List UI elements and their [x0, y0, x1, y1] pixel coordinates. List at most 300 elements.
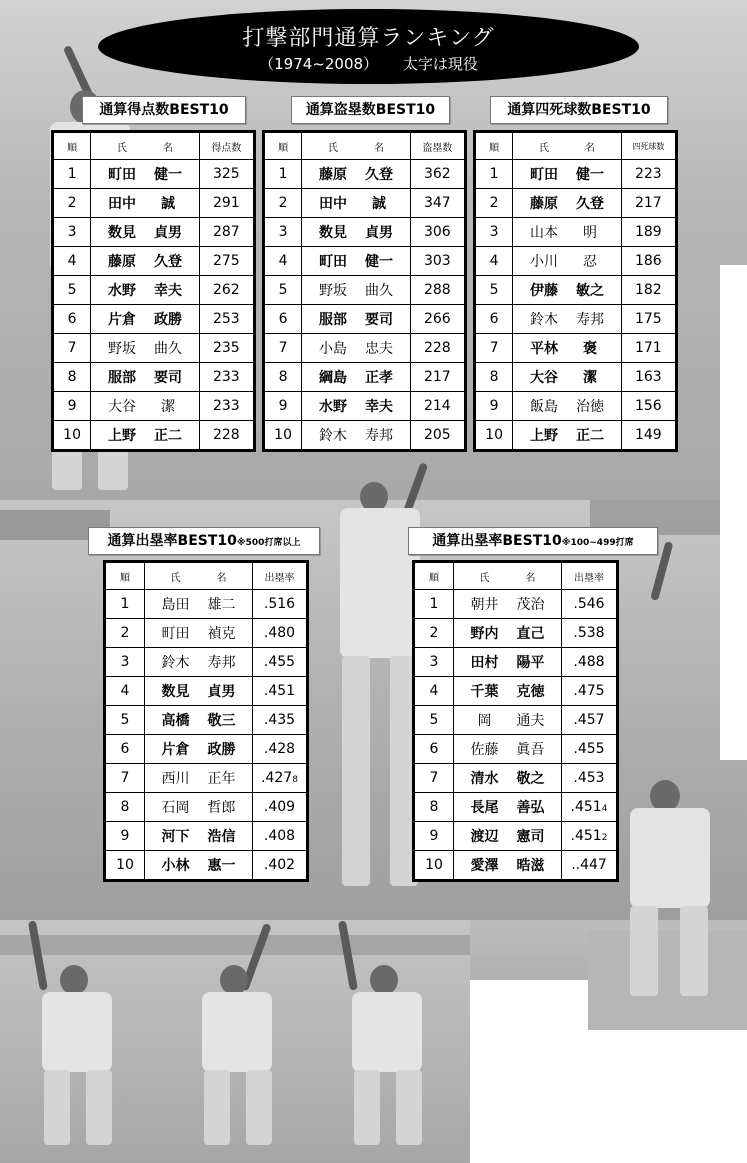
player-name-cell	[302, 275, 411, 304]
stat-value-cell	[253, 821, 308, 850]
stat-value-cell	[621, 391, 676, 420]
stat-value: 291	[212, 194, 240, 211]
header-rank: 順	[475, 132, 513, 160]
table-obp-100	[412, 560, 619, 882]
table-row	[105, 763, 308, 792]
rank-cell: 6	[475, 304, 513, 333]
player-given-name: 憲司	[516, 828, 545, 845]
header-name-given: 名	[373, 142, 384, 154]
header-name	[145, 562, 253, 590]
player-name-cell	[454, 705, 562, 734]
stat-value: 189	[634, 223, 662, 240]
stat-value-cell	[621, 420, 676, 450]
stat-value-cell	[199, 362, 254, 391]
table-row	[475, 188, 677, 217]
stat-value: 275	[212, 252, 240, 269]
table-header-row	[264, 132, 466, 160]
player-family-name: 片倉	[107, 311, 136, 328]
header-name-family: 氏	[327, 142, 338, 154]
stat-value: 233	[212, 397, 240, 414]
player-given-name: 晧滋	[516, 857, 545, 874]
player-name-cell	[513, 391, 622, 420]
player-given-name: 雄二	[207, 596, 236, 613]
stat-value: .457	[573, 711, 605, 728]
player-family-name: 鈴木	[529, 311, 558, 328]
player-given-name: 幸夫	[364, 398, 393, 415]
player-given-name: 善弘	[516, 799, 545, 816]
header-rank: 順	[414, 562, 454, 590]
rank-cell: 1	[264, 160, 302, 189]
stat-value: ..447	[571, 856, 607, 873]
rank-cell: 6	[414, 734, 454, 763]
player-given-name: 明	[582, 224, 597, 241]
player-name-cell	[454, 734, 562, 763]
player-name-cell	[145, 734, 253, 763]
player-given-name: 忍	[582, 253, 597, 270]
table-row	[475, 362, 677, 391]
player-name-cell	[513, 188, 622, 217]
table-row	[105, 647, 308, 676]
stat-value: .538	[573, 624, 605, 641]
rank-cell: 3	[264, 217, 302, 246]
rank-cell: 4	[264, 246, 302, 275]
player-name-cell	[513, 160, 622, 189]
stat-value: .480	[263, 624, 296, 641]
stat-value-cell	[253, 705, 308, 734]
player-name-cell	[145, 850, 253, 880]
label-walks	[490, 96, 668, 124]
stat-value: .475	[573, 682, 605, 699]
stat-value: .428	[263, 740, 296, 757]
header-name-family: 氏	[538, 142, 549, 154]
player-given-name: 誠	[160, 195, 175, 212]
stat-value: .453	[573, 769, 605, 786]
rank-cell: 3	[475, 217, 513, 246]
rank-cell: 8	[414, 792, 454, 821]
stat-value-cell	[562, 676, 618, 705]
stat-value-cell	[562, 705, 618, 734]
stat-value: 205	[423, 426, 451, 443]
player-name-cell	[145, 590, 253, 619]
stat-value-cell	[621, 246, 676, 275]
table-row	[264, 246, 466, 275]
table-header-row	[475, 132, 677, 160]
rank-cell: 10	[264, 420, 302, 450]
player-given-name: 曲久	[364, 282, 393, 299]
stat-value: .488	[573, 653, 605, 670]
player-name-cell	[91, 275, 200, 304]
table-row	[105, 821, 308, 850]
player-given-name: 貞男	[153, 224, 182, 241]
header-stat: 出塁率	[253, 562, 308, 590]
player-given-name: 政勝	[153, 311, 182, 328]
rank-cell: 7	[105, 763, 145, 792]
player-family-name: 藤原	[107, 253, 136, 270]
player-name-cell	[454, 590, 562, 619]
player-family-name: 藤原	[318, 166, 347, 183]
table-row	[475, 246, 677, 275]
player-given-name: 陽平	[516, 654, 545, 671]
table-row	[53, 420, 255, 450]
stat-value-cell	[562, 792, 618, 821]
player-given-name: 誠	[371, 195, 386, 212]
table-row	[414, 734, 618, 763]
table-row	[264, 160, 466, 189]
stat-value-cell	[562, 850, 618, 880]
player-name-cell	[513, 362, 622, 391]
rank-cell: 9	[105, 821, 145, 850]
stat-value-cell	[410, 333, 465, 362]
rank-cell: 6	[264, 304, 302, 333]
table-row	[53, 333, 255, 362]
stat-value: 233	[212, 368, 240, 385]
label-obp-100-text: 通算出塁率BEST10	[432, 533, 562, 549]
header-stat: 得点数	[199, 132, 254, 160]
header-name	[454, 562, 562, 590]
stat-value: .451	[570, 798, 602, 815]
rank-cell: 5	[53, 275, 91, 304]
player-family-name: 西川	[161, 770, 190, 787]
label-obp-100-note: ※100~499打席	[561, 538, 634, 548]
rank-cell: 4	[53, 246, 91, 275]
player-name-cell	[513, 420, 622, 450]
stat-value-cell	[253, 734, 308, 763]
page-title: 打撃部門通算ランキング	[242, 26, 495, 51]
stat-value: .408	[263, 827, 296, 844]
player-family-name: 藤原	[529, 195, 558, 212]
rank-cell: 6	[53, 304, 91, 333]
player-family-name: 高橋	[161, 712, 190, 729]
table-row	[414, 821, 618, 850]
label-runs-text: 通算得点数BEST10	[99, 102, 229, 118]
player-given-name: 敏之	[575, 282, 604, 299]
player-name-cell	[454, 676, 562, 705]
rank-cell: 3	[105, 647, 145, 676]
stat-value-cell	[410, 304, 465, 333]
stat-value-cell	[621, 304, 676, 333]
stat-value: 171	[634, 339, 662, 356]
rank-cell: 1	[414, 590, 454, 619]
table-row	[264, 391, 466, 420]
table-row	[475, 420, 677, 450]
player-family-name: 小島	[318, 340, 347, 357]
rank-cell: 5	[105, 705, 145, 734]
rank-cell: 4	[475, 246, 513, 275]
stat-value: .427	[261, 769, 293, 786]
stat-value: .455	[263, 653, 296, 670]
player-name-cell	[91, 188, 200, 217]
stat-value: 262	[212, 281, 240, 298]
stat-value: 217	[634, 194, 662, 211]
table-row	[264, 420, 466, 450]
stat-value: 186	[634, 252, 662, 269]
table-row	[475, 275, 677, 304]
rank-cell: 10	[414, 850, 454, 880]
header-name-given: 名	[584, 142, 595, 154]
table-row	[105, 590, 308, 619]
player-family-name: 数見	[107, 224, 136, 241]
player-name-cell	[513, 304, 622, 333]
rank-cell: 10	[475, 420, 513, 450]
rank-cell: 1	[53, 160, 91, 189]
stat-value-cell	[621, 333, 676, 362]
table-row	[414, 763, 618, 792]
player-family-name: 河下	[161, 828, 190, 845]
player-family-name: 野坂	[107, 340, 136, 357]
rank-cell: 2	[264, 188, 302, 217]
player-name-cell	[454, 792, 562, 821]
rank-cell: 7	[414, 763, 454, 792]
player-family-name: 飯島	[529, 398, 558, 415]
stat-value-cell	[199, 420, 254, 450]
rank-cell: 4	[105, 676, 145, 705]
rank-cell: 9	[475, 391, 513, 420]
stat-value-cell	[621, 188, 676, 217]
stat-value-cell	[562, 590, 618, 619]
player-name-cell	[302, 304, 411, 333]
header-stat: 四死球数	[621, 132, 676, 160]
stat-value: 156	[634, 397, 662, 414]
table-row	[264, 333, 466, 362]
table-row	[414, 705, 618, 734]
player-given-name: 敬之	[516, 770, 545, 787]
table-row	[105, 705, 308, 734]
player-family-name: 数見	[318, 224, 347, 241]
stat-value-cell	[562, 763, 618, 792]
stat-value: 163	[634, 368, 662, 385]
stat-value-cell	[253, 676, 308, 705]
table-row	[264, 217, 466, 246]
table-row	[53, 304, 255, 333]
player-name-cell	[145, 763, 253, 792]
table-row	[105, 676, 308, 705]
player-given-name: 久登	[153, 253, 182, 270]
label-obp-500-text: 通算出塁率BEST10	[107, 533, 237, 549]
rank-cell: 5	[264, 275, 302, 304]
table-row	[53, 160, 255, 189]
player-given-name: 茂治	[516, 596, 545, 613]
table-row	[414, 647, 618, 676]
player-name-cell	[513, 217, 622, 246]
stat-value-cell	[253, 590, 308, 619]
rank-cell: 9	[264, 391, 302, 420]
player-family-name: 水野	[107, 282, 136, 299]
rank-cell: 2	[53, 188, 91, 217]
header-rank: 順	[264, 132, 302, 160]
stat-value: .451	[263, 682, 296, 699]
player-given-name: 健一	[153, 166, 182, 183]
player-name-cell	[454, 647, 562, 676]
player-name-cell	[91, 362, 200, 391]
player-given-name: 貞男	[207, 683, 236, 700]
player-name-cell	[302, 391, 411, 420]
stat-value-cell	[562, 647, 618, 676]
subtitle-years: （1974~2008）	[259, 55, 379, 73]
player-given-name: 克徳	[516, 683, 545, 700]
table-walks	[473, 130, 678, 452]
table-row	[264, 275, 466, 304]
player-given-name: 曲久	[153, 340, 182, 357]
stat-value: 347	[423, 194, 451, 211]
header-name-given: 名	[525, 572, 536, 584]
player-given-name: 通夫	[516, 712, 545, 729]
player-name-cell	[91, 160, 200, 189]
player-name-cell	[513, 333, 622, 362]
header-stat: 出塁率	[562, 562, 618, 590]
stat-value-cell	[199, 391, 254, 420]
player-family-name: 清水	[470, 770, 499, 787]
stat-value-extra-digit: 4	[601, 803, 608, 814]
player-family-name: 町田	[318, 253, 347, 270]
subtitle-note: 太字は現役	[402, 55, 478, 73]
stat-value-cell	[621, 217, 676, 246]
player-family-name: 朝井	[470, 596, 499, 613]
table-row	[53, 275, 255, 304]
stat-value: 175	[634, 310, 662, 327]
player-name-cell	[302, 188, 411, 217]
player-family-name: 数見	[161, 683, 190, 700]
player-name-cell	[91, 246, 200, 275]
rank-cell: 6	[105, 734, 145, 763]
player-family-name: 千葉	[470, 683, 499, 700]
stat-value-cell	[621, 275, 676, 304]
player-name-cell	[145, 705, 253, 734]
rank-cell: 8	[105, 792, 145, 821]
stat-value-extra-digit: 2	[601, 832, 608, 843]
stat-value: .455	[573, 740, 605, 757]
player-given-name: 忠夫	[364, 340, 393, 357]
table-row	[475, 391, 677, 420]
stat-value: 325	[212, 165, 240, 182]
table-steals	[262, 130, 467, 452]
table-row	[414, 590, 618, 619]
player-given-name: 正二	[575, 427, 604, 444]
rank-cell: 5	[475, 275, 513, 304]
player-given-name: 健一	[364, 253, 393, 270]
stat-value: 362	[423, 165, 451, 182]
player-name-cell	[454, 850, 562, 880]
label-steals	[291, 96, 450, 124]
player-given-name: 正孝	[364, 369, 393, 386]
rank-cell: 2	[105, 618, 145, 647]
player-family-name: 伊藤	[529, 282, 558, 299]
header-name-given: 名	[216, 572, 227, 584]
player-given-name: 潔	[160, 398, 175, 415]
title-banner	[98, 9, 639, 84]
table-row	[264, 304, 466, 333]
stat-value-cell	[199, 275, 254, 304]
label-obp-100	[408, 527, 658, 555]
player-given-name: 敬三	[207, 712, 236, 729]
stat-value: 149	[634, 426, 662, 443]
player-name-cell	[302, 160, 411, 189]
header-rank: 順	[105, 562, 145, 590]
player-given-name: 要司	[153, 369, 182, 386]
player-family-name: 岡	[477, 712, 492, 729]
stat-value-cell	[621, 160, 676, 189]
rank-cell: 10	[53, 420, 91, 450]
player-given-name: 正二	[153, 427, 182, 444]
rank-cell: 8	[53, 362, 91, 391]
header-name-given: 名	[162, 142, 173, 154]
player-given-name: 寿邦	[364, 427, 393, 444]
stat-value-cell	[410, 246, 465, 275]
stat-value-cell	[253, 792, 308, 821]
rank-cell: 2	[475, 188, 513, 217]
table-row	[53, 362, 255, 391]
rank-cell: 3	[414, 647, 454, 676]
header-name-family: 氏	[479, 572, 490, 584]
table-row	[105, 618, 308, 647]
table-header-row	[53, 132, 255, 160]
stat-value-cell	[410, 160, 465, 189]
player-family-name: 渡辺	[470, 828, 499, 845]
table-row	[53, 391, 255, 420]
stat-value-cell	[199, 333, 254, 362]
stat-value-cell	[253, 618, 308, 647]
player-name-cell	[145, 792, 253, 821]
header-name-family: 氏	[116, 142, 127, 154]
player-given-name: 禎克	[207, 625, 236, 642]
player-given-name: 潔	[582, 369, 597, 386]
table-obp-500	[103, 560, 309, 882]
table-row	[414, 676, 618, 705]
player-name-cell	[513, 246, 622, 275]
rank-cell: 1	[475, 160, 513, 189]
table-runs	[51, 130, 256, 452]
player-family-name: 平林	[529, 340, 558, 357]
table-row	[475, 333, 677, 362]
header-stat: 盗塁数	[410, 132, 465, 160]
stat-value-cell	[621, 362, 676, 391]
player-family-name: 服部	[318, 311, 347, 328]
player-family-name: 小林	[161, 857, 190, 874]
header-name-family: 氏	[170, 572, 181, 584]
stat-value-cell	[562, 821, 618, 850]
stat-value: 287	[212, 223, 240, 240]
rank-cell: 8	[264, 362, 302, 391]
stat-value: 253	[212, 310, 240, 327]
player-given-name: 褒	[582, 340, 597, 357]
table-row	[264, 362, 466, 391]
rank-cell: 7	[475, 333, 513, 362]
stat-value: 266	[423, 310, 451, 327]
stat-value: 223	[634, 165, 662, 182]
player-family-name: 町田	[161, 625, 190, 642]
stat-value: 235	[212, 339, 240, 356]
player-name-cell	[145, 821, 253, 850]
player-name-cell	[145, 647, 253, 676]
player-name-cell	[145, 676, 253, 705]
table-row	[105, 850, 308, 880]
stat-value: .546	[573, 595, 605, 612]
player-name-cell	[513, 275, 622, 304]
rank-cell: 9	[414, 821, 454, 850]
stat-value: 182	[634, 281, 662, 298]
stat-value-cell	[410, 420, 465, 450]
stat-value-cell	[253, 763, 308, 792]
player-given-name: 直己	[516, 625, 545, 642]
player-name-cell	[302, 333, 411, 362]
stat-value: .409	[263, 798, 296, 815]
stat-value: 288	[423, 281, 451, 298]
player-family-name: 片倉	[161, 741, 190, 758]
stat-value-cell	[562, 618, 618, 647]
stat-value: 214	[423, 397, 451, 414]
header-name	[513, 132, 622, 160]
player-family-name: 上野	[529, 427, 558, 444]
rank-cell: 7	[53, 333, 91, 362]
